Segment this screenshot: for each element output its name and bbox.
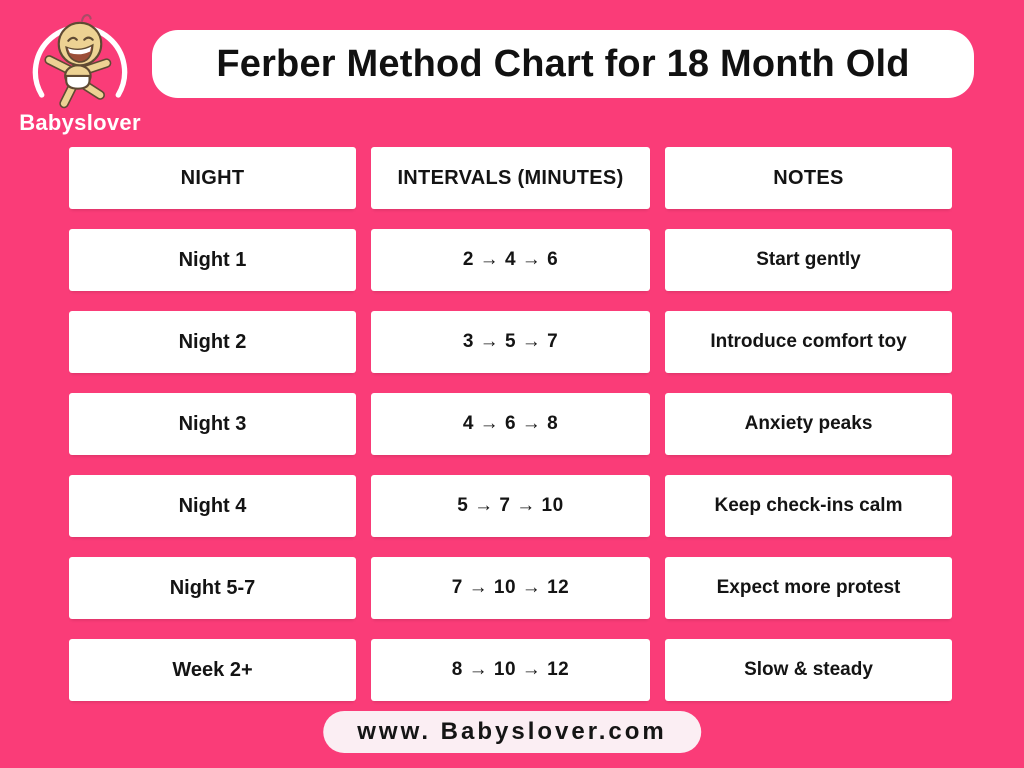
title-banner — [152, 30, 974, 98]
note-cell: Slow & steady — [665, 639, 952, 701]
column-header-notes: NOTES — [665, 147, 952, 209]
night-cell: Week 2+ — [69, 639, 356, 701]
baby-icon — [21, 10, 139, 112]
page-title: Ferber Method Chart for 18 Month Old — [216, 42, 910, 85]
interval-cell: 7 → 10 → 12 — [371, 557, 650, 619]
note-cell: Start gently — [665, 229, 952, 291]
column-header-night: NIGHT — [69, 147, 356, 209]
website-url: www. Babyslover.com — [357, 718, 667, 745]
note-cell: Keep check-ins calm — [665, 475, 952, 537]
note-cell: Introduce comfort toy — [665, 311, 952, 373]
night-cell: Night 1 — [69, 229, 356, 291]
column-header-intervals: INTERVALS (MINUTES) — [371, 147, 650, 209]
website-pill — [323, 711, 701, 753]
babyslover-logo — [12, 10, 148, 136]
night-cell: Night 2 — [69, 311, 356, 373]
brand-name: Babyslover — [19, 110, 141, 135]
interval-cell: 3 → 5 → 7 — [371, 311, 650, 373]
note-cell: Expect more protest — [665, 557, 952, 619]
interval-cell: 4 → 6 → 8 — [371, 393, 650, 455]
ferber-table — [69, 147, 952, 701]
interval-cell: 5 → 7 → 10 — [371, 475, 650, 537]
night-cell: Night 4 — [69, 475, 356, 537]
interval-cell: 2 → 4 → 6 — [371, 229, 650, 291]
night-cell: Night 3 — [69, 393, 356, 455]
night-cell: Night 5-7 — [69, 557, 356, 619]
note-cell: Anxiety peaks — [665, 393, 952, 455]
interval-cell: 8 → 10 → 12 — [371, 639, 650, 701]
